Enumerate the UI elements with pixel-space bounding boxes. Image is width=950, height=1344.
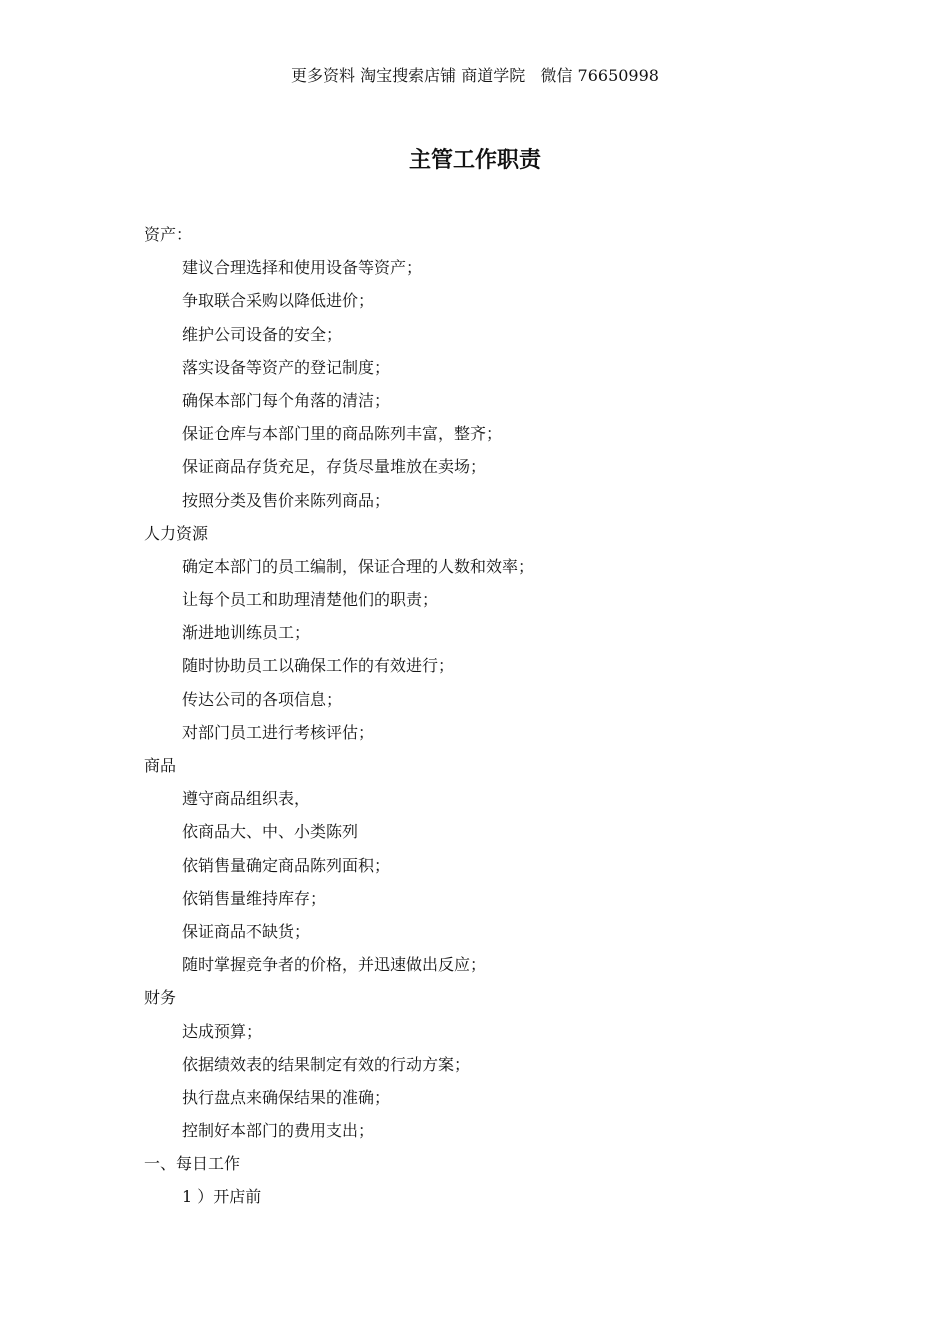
section-heading-merchandise: 商品 (144, 756, 177, 775)
list-item: 渐进地训练员工； (182, 623, 311, 643)
list-item: 随时协助员工以确保工作的有效进行； (182, 656, 455, 676)
list-item: 保证商品存货充足，存货尽量堆放在卖场； (182, 457, 487, 477)
list-item: 维护公司设备的安全； (182, 324, 343, 344)
list-item: 遵守商品组织表， (182, 789, 311, 809)
list-item: 让每个员工和助理清楚他们的职责； (182, 590, 439, 610)
section-heading-human-resources: 人力资源 (144, 523, 209, 543)
list-item: 传达公司的各项信息； (182, 689, 343, 709)
list-item: 保证仓库与本部门里的商品陈列丰富，整齐； (182, 424, 503, 444)
list-item: 1 ）开店前 (182, 1187, 262, 1207)
list-item: 依据绩效表的结果制定有效的行动方案； (182, 1054, 471, 1074)
list-item: 落实设备等资产的登记制度； (182, 357, 391, 377)
list-item: 争取联合采购以降低进价； (182, 291, 375, 311)
list-item: 对部门员工进行考核评估； (182, 722, 375, 742)
list-item: 控制好本部门的费用支出； (182, 1121, 375, 1141)
list-item: 确保本部门每个角落的清洁； (182, 390, 391, 410)
document-title: 主管工作职责 (408, 147, 541, 173)
list-item: 依销售量确定商品陈列面积； (182, 855, 391, 875)
list-item: 执行盘点来确保结果的准确； (182, 1087, 391, 1107)
list-item: 达成预算； (182, 1021, 263, 1041)
section-heading-daily-work: 一、每日工作 (144, 1154, 241, 1174)
list-item: 依销售量维持库存； (182, 888, 327, 908)
list-item: 按照分类及售价来陈列商品； (182, 490, 391, 510)
section-heading-assets: 资产： (144, 225, 193, 244)
list-item: 确定本部门的员工编制，保证合理的人数和效率； (182, 556, 535, 576)
list-item: 保证商品不缺货； (182, 921, 311, 941)
page-header: 更多资料 淘宝搜索店铺 商道学院 微信 76650998 (291, 66, 659, 85)
list-item: 随时掌握竞争者的价格，并迅速做出反应； (182, 955, 487, 975)
section-heading-finance: 财务 (144, 988, 177, 1008)
list-item: 建议合理选择和使用设备等资产； (182, 258, 423, 278)
list-item: 依商品大、中、小类陈列 (182, 822, 359, 842)
document-body (144, 218, 844, 1214)
